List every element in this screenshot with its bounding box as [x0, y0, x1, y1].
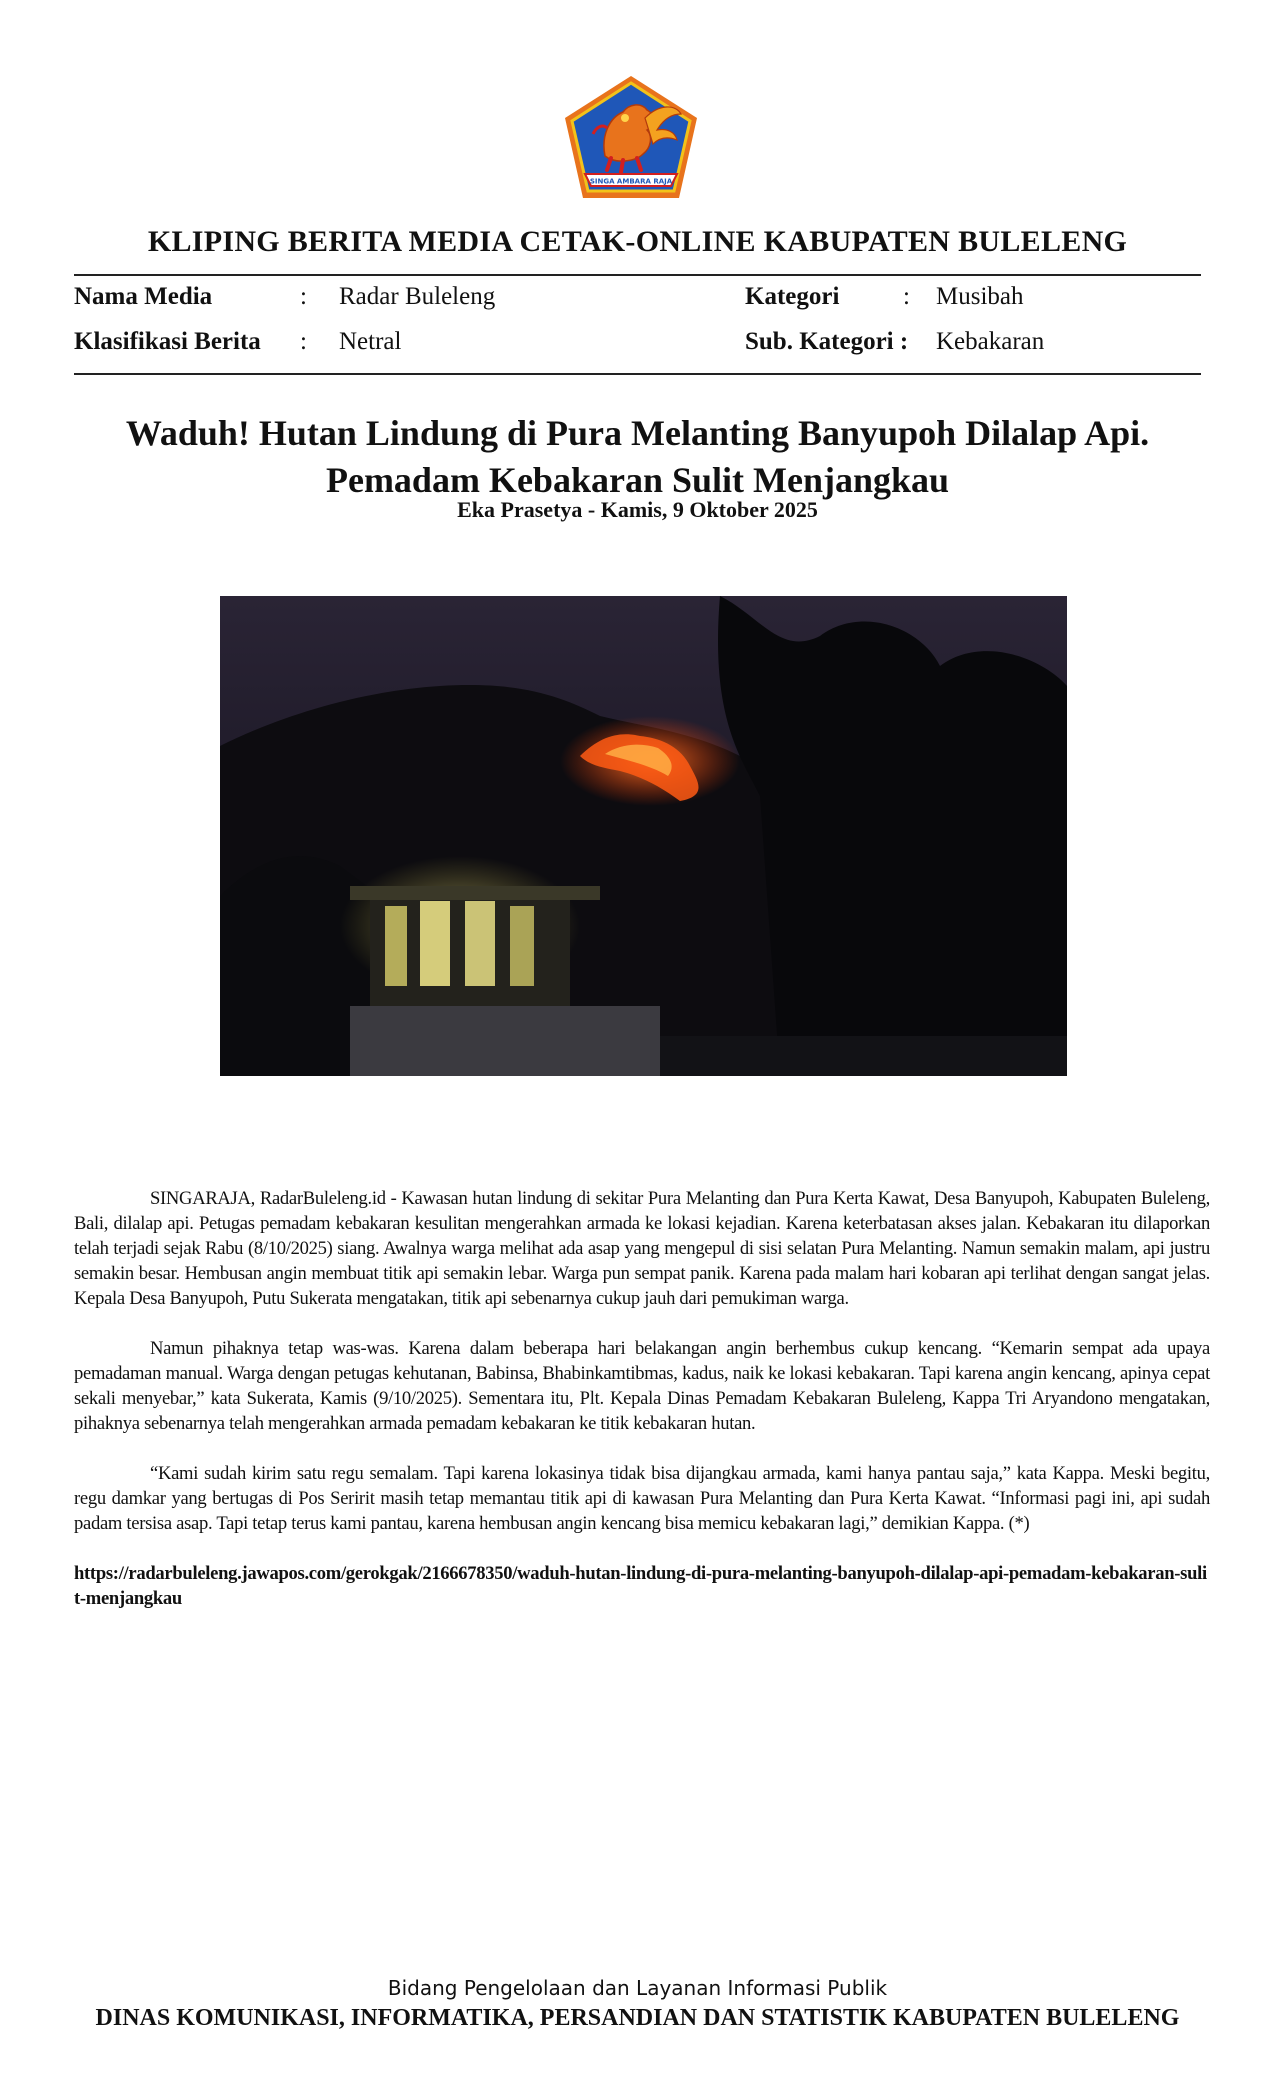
- media-label: Nama Media: [74, 283, 213, 310]
- media-colon: :: [300, 283, 307, 310]
- kategori-colon: :: [903, 283, 910, 310]
- media-value: Radar Buleleng: [339, 283, 496, 310]
- article-headline: [74, 410, 1201, 504]
- klasifikasi-label: Klasifikasi Berita: [74, 328, 261, 355]
- footer-department: Bidang Pengelolaan dan Layanan Informasi Publik: [387, 1976, 888, 2000]
- article-body: [74, 1186, 1210, 1636]
- headline-line-2: Pemadam Kebakaran Sulit Menjangkau: [325, 460, 950, 500]
- footer-agency: DINAS KOMUNIKASI, INFORMATIKA, PERSANDIAN DAN STATISTIK KABUPATEN BULELENG: [95, 2005, 1180, 2031]
- buleleng-emblem-icon: [563, 74, 699, 200]
- top-divider: [74, 274, 1201, 276]
- source-url-link[interactable]: https://radarbuleleng.jawapos.com/gerokgak/2166678350/waduh-hutan-lindung-di-pura-melanting-banyupoh-dilalap-api-pemadam-kebakaran-sulit-menjangkau: [74, 1563, 1207, 1609]
- article-paragraph-3: “Kami sudah kirim satu regu semalam. Tapi karena lokasinya tidak bisa dijangkau armada, kami hanya pantau saja,” kata Kappa. Meski begitu, regu damkar yang bertugas di Pos Seririt masih tetap memantau titik api di kawasan Pura Melanting dan Pura Kerta Kawat. “Informasi pagi ini, api sudah padam tersisa asap. Tapi tetap terus kami pantau, karena hembusan angin kencang bisa memicu kebakaran lagi,” demikian Kappa. (*): [74, 1463, 1210, 1534]
- headline-line-1: Waduh! Hutan Lindung di Pura Melanting Banyupoh Dilalap Api.: [125, 413, 1150, 453]
- kategori-label: Kategori: [745, 283, 840, 310]
- article-paragraph-1: SINGARAJA, RadarBuleleng.id - Kawasan hutan lindung di sekitar Pura Melanting dan Pura Kerta Kawat, Desa Banyupoh, Kabupaten Buleleng, Bali, dilalap api. Petugas pemadam kebakaran kesulitan mengerahkan armada ke lokasi kejadian. Karena keterbatasan akses jalan. Kebakaran itu dilaporkan telah terjadi sejak Rabu (8/10/2025) siang. Awalnya warga melihat ada asap yang mengepul di sisi selatan Pura Melanting. Namun semakin malam, api justru semakin besar. Hembusan angin membuat titik api semakin lebar. Warga pun sempat panik. Karena pada malam hari kobaran api terlihat dengan sangat jelas. Kepala Desa Banyupoh, Putu Sukerata mengatakan, titik api sebenarnya cukup jauh dari pemukiman warga.: [74, 1188, 1210, 1309]
- forest-fire-photo: [220, 596, 1067, 1076]
- bottom-divider: [74, 373, 1201, 375]
- sub-kategori-label: Sub. Kategori :: [745, 328, 909, 355]
- article-paragraph-2: Namun pihaknya tetap was-was. Karena dalam beberapa hari belakangan angin berhembus cukup kencang. “Kemarin sempat ada upaya pemadaman manual. Warga dengan petugas kehutanan, Babinsa, Bhabinkamtibmas, kadus, naik ke lokasi kebakaran. Tapi karena angin kencang, apinya cepat sekali menyebar,” kata Sukerata, Kamis (9/10/2025). Sementara itu, Plt. Kepala Dinas Pemadam Kebakaran Buleleng, Kappa Tri Aryandono mengatakan, pihaknya sebenarnya telah mengerahkan armada pemadam kebakaran ke titik kebakaran hutan.: [74, 1338, 1210, 1434]
- article-byline: Eka Prasetya - Kamis, 9 Oktober 2025: [457, 497, 818, 522]
- document-title: KLIPING BERITA MEDIA CETAK-ONLINE KABUPATEN BULELENG: [147, 225, 1128, 258]
- kategori-value: Musibah: [936, 283, 1024, 310]
- klasifikasi-value: Netral: [339, 328, 402, 355]
- meta-row-media: [74, 283, 1201, 319]
- klasifikasi-colon: :: [300, 328, 307, 355]
- logo-motto: SINGA AMBARA RAJA: [589, 177, 673, 186]
- meta-row-klasifikasi: [74, 328, 1201, 364]
- sub-kategori-value: Kebakaran: [936, 328, 1045, 355]
